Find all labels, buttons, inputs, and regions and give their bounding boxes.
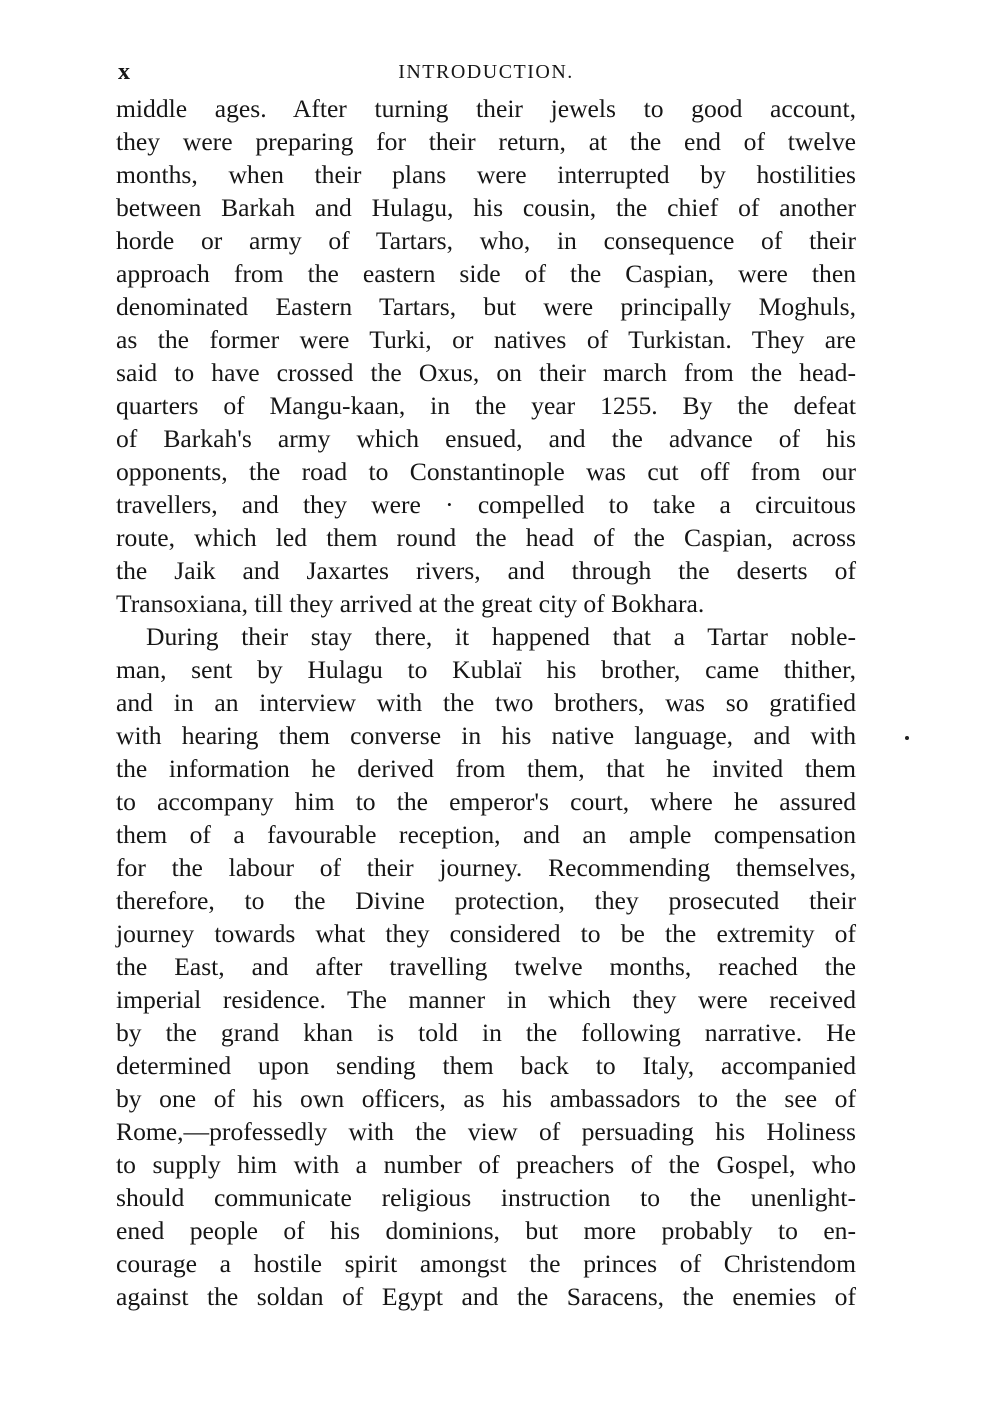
text-line: ened people of his dominions, but more probably to en- xyxy=(116,1216,856,1245)
text-line: the information he derived from them, that he invited them xyxy=(116,754,856,783)
text-line: to accompany him to the emperor's court, where he assured xyxy=(116,787,856,816)
text-line: by one of his own officers, as his ambassadors to the see of xyxy=(116,1084,856,1113)
text-line: the East, and after travelling twelve months, reached the xyxy=(116,952,856,981)
text-line: of Barkah's army which ensued, and the advance of his xyxy=(116,424,856,453)
text-line: horde or army of Tartars, who, in consequence of their xyxy=(116,226,856,255)
paragraph-2 xyxy=(116,620,856,1313)
text-line: for the labour of their journey. Recommending themselves, xyxy=(116,853,856,882)
text-line: Transoxiana, till they arrived at the great city of Bokhara. xyxy=(116,589,705,618)
text-line: between Barkah and Hulagu, his cousin, the chief of another xyxy=(116,193,856,222)
text-line: denominated Eastern Tartars, but were principally Moghuls, xyxy=(116,292,856,321)
paragraph-1 xyxy=(116,92,856,620)
text-line: opponents, the road to Constantinople was cut off from our xyxy=(116,457,856,486)
text-line: imperial residence. The manner in which they were received xyxy=(116,985,856,1014)
text-line: and in an interview with the two brothers, was so gratified xyxy=(116,688,856,717)
text-line: by the grand khan is told in the following narrative. He xyxy=(116,1018,856,1047)
text-line: quarters of Mangu-kaan, in the year 1255. By the defeat xyxy=(116,391,856,420)
text-line: months, when their plans were interrupted by hostilities xyxy=(116,160,856,189)
text-line: them of a favourable reception, and an ample compensation xyxy=(116,820,856,849)
text-line: journey towards what they considered to be the extremity of xyxy=(116,919,856,948)
text-line: route, which led them round the head of the Caspian, across xyxy=(116,523,856,552)
text-line: Rome,—professedly with the view of persuading his Holiness xyxy=(116,1117,856,1146)
text-line: approach from the eastern side of the Caspian, were then xyxy=(116,259,856,288)
margin-speck xyxy=(905,736,909,740)
text-line: therefore, to the Divine protection, they prosecuted their xyxy=(116,886,856,915)
text-line: they were preparing for their return, at the end of twelve xyxy=(116,127,856,156)
text-line: courage a hostile spirit amongst the princes of Christendom xyxy=(116,1249,856,1278)
text-line: travellers, and they were · compelled to take a circuitous xyxy=(116,490,856,519)
text-line: should communicate religious instruction to the unenlight- xyxy=(116,1183,856,1212)
book-page xyxy=(116,52,856,1313)
text-line: as the former were Turki, or natives of Turkistan. They are xyxy=(116,325,856,354)
running-head xyxy=(116,52,856,92)
text-line: to supply him with a number of preachers of the Gospel, who xyxy=(116,1150,856,1179)
text-line: said to have crossed the Oxus, on their march from the head- xyxy=(116,358,856,387)
text-line: against the soldan of Egypt and the Saracens, the enemies of xyxy=(116,1282,856,1311)
text-line: with hearing them converse in his native language, and with xyxy=(116,721,856,750)
text-line: middle ages. After turning their jewels to good account, xyxy=(116,94,856,123)
body-text xyxy=(116,92,856,1313)
text-line: the Jaik and Jaxartes rivers, and through the deserts of xyxy=(116,556,856,585)
running-title: INTRODUCTION. xyxy=(398,61,574,83)
text-line: During their stay there, it happened that a Tartar noble- xyxy=(146,622,856,651)
text-line: determined upon sending them back to Italy, accompanied xyxy=(116,1051,856,1080)
page-number: x xyxy=(118,59,130,85)
text-line: man, sent by Hulagu to Kublaï his brother, came thither, xyxy=(116,655,856,684)
